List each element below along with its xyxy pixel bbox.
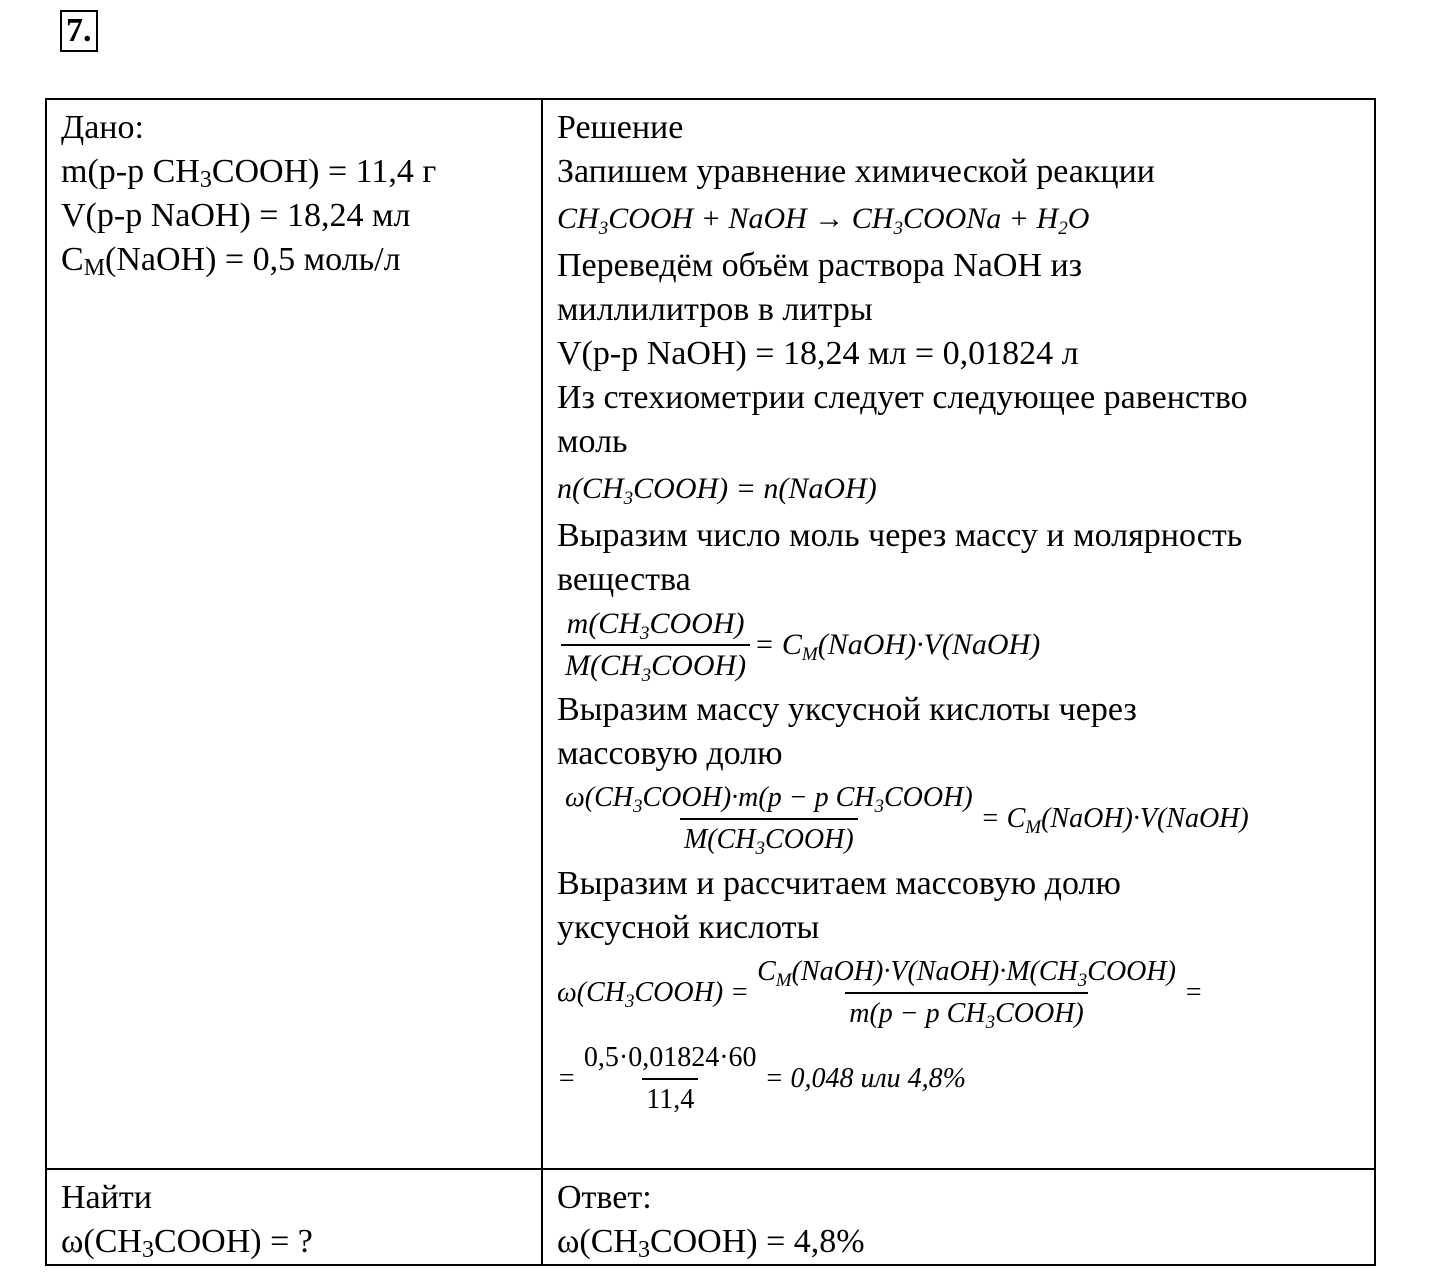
solution-text: Из стехиометрии следует следующее равенство: [557, 379, 1248, 416]
find-cell: [46, 1169, 542, 1265]
solution-text: Переведём объём раствора NaOH из: [557, 247, 1083, 284]
solution-text: уксусной кислоты: [557, 909, 820, 946]
solution-text: Запишем уравнение химической реакции: [557, 153, 1155, 190]
solution-text: V(р-р NaOH) = 18,24 мл = 0,01824 л: [557, 335, 1079, 372]
calculation: = $\frac{0,5\cdot 0,01824\cdot 60}{11,4}$ = 0,048 или 4,8%: [557, 1036, 1360, 1122]
answer-cell: [542, 1169, 1375, 1265]
mass-fraction-formula: $\frac{\omega(CH_3COOH)\cdot m(p - p CH_3COOH)}{M(CH_3COOH)}$ = $C_M(NaOH)\cdot V(NaOH)$: [565, 782, 1249, 859]
given-item: m(р-р $CH_3COOH) = 11,4$ г: [61, 153, 437, 193]
given-item: $C_M(NaOH) = 0,5$ моль/л: [61, 241, 401, 281]
reaction-equation: $CH_3COOH$ + NaOH → $CH_3COONa + H_2O$: [557, 202, 1090, 239]
solution-text: миллилитров в литры: [557, 291, 873, 328]
task-number: 7.: [60, 10, 98, 52]
solution-header: Решение: [557, 109, 684, 146]
task-table: [45, 98, 1376, 1266]
mole-equality-formula: $n(CH_3COOH)$ = n(NaOH): [557, 472, 877, 509]
solution-text: моль: [557, 423, 628, 460]
given-cell: [46, 99, 542, 1169]
solution-text: Выразим и рассчитаем массовую долю: [557, 865, 1121, 902]
given-item: V(р-р NaOH) = 18,24 мл: [61, 197, 411, 234]
solution-cell: [542, 99, 1375, 1169]
answer-item: $\omega(CH_3COOH) = 4,8\%$: [557, 1223, 865, 1263]
answer-header: Ответ:: [557, 1179, 652, 1216]
solution-text: Выразим массу уксусной кислоты через: [557, 691, 1137, 728]
solution-text: Выразим число моль через массу и молярность: [557, 517, 1243, 554]
mass-fraction-expression: $\omega(CH_3COOH)$ = $\frac{C_M(NaOH)\cdot V(NaOH)\cdot M(CH_3COOH)}{m(p - p CH_3COOH)}$ =: [557, 956, 1203, 1033]
solution-text: вещества: [557, 561, 691, 598]
find-header: Найти: [61, 1179, 152, 1216]
mass-molarity-formula: $\frac{m(CH_3COOH)}{M(CH_3COOH)}$ = $C_M(NaOH)\cdot V(NaOH)$: [557, 602, 1360, 688]
solution-text: массовую долю: [557, 735, 783, 772]
given-header: Дано:: [61, 109, 144, 146]
find-item: $\omega(CH_3COOH)$ = ?: [61, 1223, 313, 1263]
